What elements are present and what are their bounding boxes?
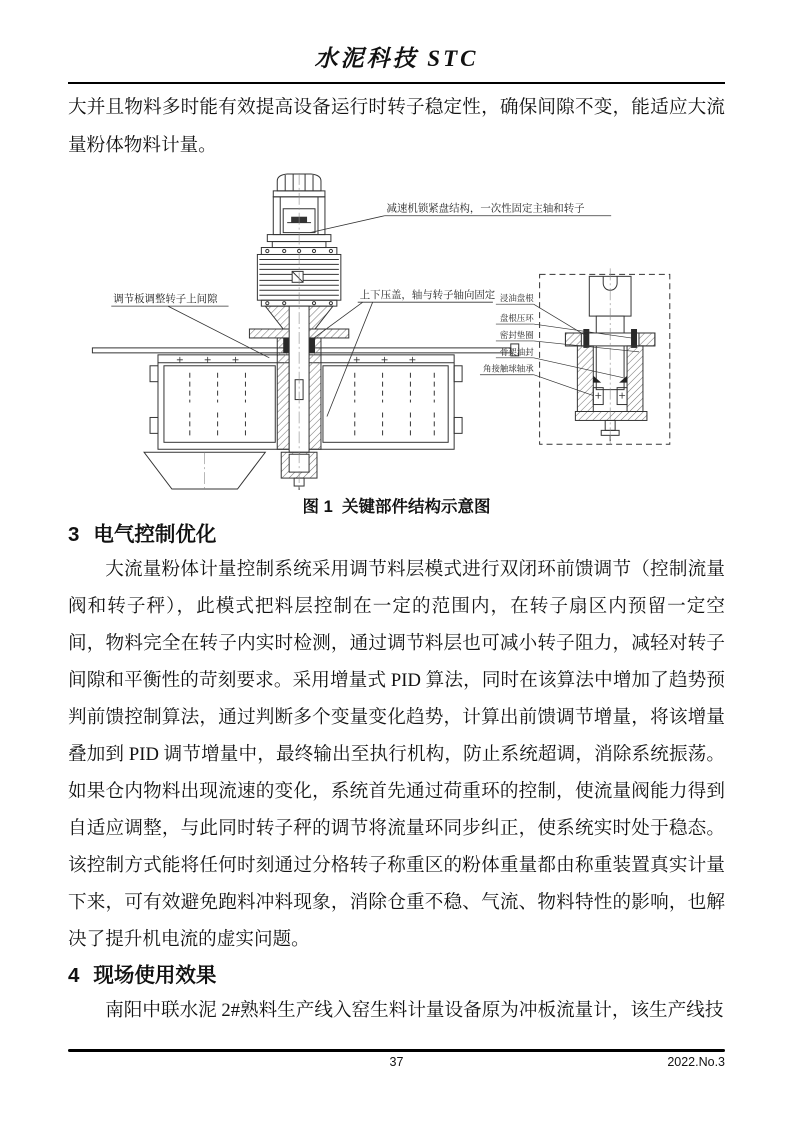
intro-paragraph: 大并且物料多时能有效提高设备运行时转子稳定性，确保间隙不变，能适应大流量粉体物料计量。 bbox=[68, 97, 725, 156]
figure-caption: 图 1 关键部件结构示意图 bbox=[302, 498, 491, 516]
journal-title: 水泥科技 STC bbox=[314, 46, 479, 71]
label-seal-gasket: 密封垫圈 bbox=[499, 329, 534, 340]
footer-row bbox=[68, 1055, 725, 1073]
figure-technical-drawing bbox=[68, 171, 725, 491]
section-heading-4 bbox=[68, 964, 725, 988]
issue-label: 2022.No.3 bbox=[667, 1055, 725, 1069]
section-heading-3 bbox=[68, 523, 725, 547]
section-3-paragraph: 大流量粉体计量控制系统采用调节料层模式进行双闭环前馈调节（控制流量阀和转子秤），此模式把料层控制在一定的范围内，在转子扇区内预留一定空间，物料完全在转子内实时检测，通过调节料层也可减小转子阻力，减轻对转子间隙和平衡性的苛刻要求。采用增量式 PID 算法，同时在该算法中增加了趋势预判前馈控制算法，通过判断多个变量变化趋势，计算出前馈调节增量，将该增量叠加到 PID 调节增量中，最终输出至执行机构，防止系统超调，消除系统振荡。如果仓内物料出现流速的变化，系统首先通过荷重环的控制，使流量阀能力得到自适应调整，与此同时转子秤的调节将流量环同步纠正，使系统实时处于稳态。该控制方式能将任何时刻通过分格转子称重区的粉体重量都由称重装置真实计量下来，可有效避免跑料冲料现象，消除仓重不稳、气流、物料特性的影响，也解决了提升机电流的虚实问题。 bbox=[68, 559, 725, 950]
label-oil-packing: 浸油盘根 bbox=[499, 293, 534, 304]
section-4-paragraph: 南阳中联水泥 2#熟料生产线入窑生料计量设备原为冲板流量计，该生产线技 bbox=[105, 1000, 724, 1021]
section-number: 3 bbox=[68, 523, 80, 546]
main-assembly-drawing bbox=[92, 173, 518, 490]
section-number: 4 bbox=[68, 964, 80, 987]
section-title: 电气控制优化 bbox=[93, 523, 217, 546]
page-number: 37 bbox=[389, 1055, 404, 1069]
figure-1 bbox=[68, 171, 725, 517]
callout-adjust-plate: 调节板调整转子上间隙 bbox=[113, 294, 218, 306]
header-rule bbox=[68, 82, 725, 84]
page-footer bbox=[68, 1049, 725, 1073]
section-title: 现场使用效果 bbox=[93, 964, 217, 987]
footer-rule bbox=[68, 1049, 725, 1052]
callout-locking-disc: 减速机锁紧盘结构，一次性固定主轴和转子 bbox=[386, 203, 585, 215]
label-skeleton-oil-seal: 骨架油封 bbox=[499, 346, 534, 357]
label-angular-bearing: 角接触球轴承 bbox=[483, 363, 534, 374]
seal-detail-drawing bbox=[540, 268, 670, 447]
label-packing-ring: 盘根压环 bbox=[499, 313, 534, 324]
callout-press-cover: 上下压盖，轴与转子轴向固定 bbox=[359, 290, 496, 302]
